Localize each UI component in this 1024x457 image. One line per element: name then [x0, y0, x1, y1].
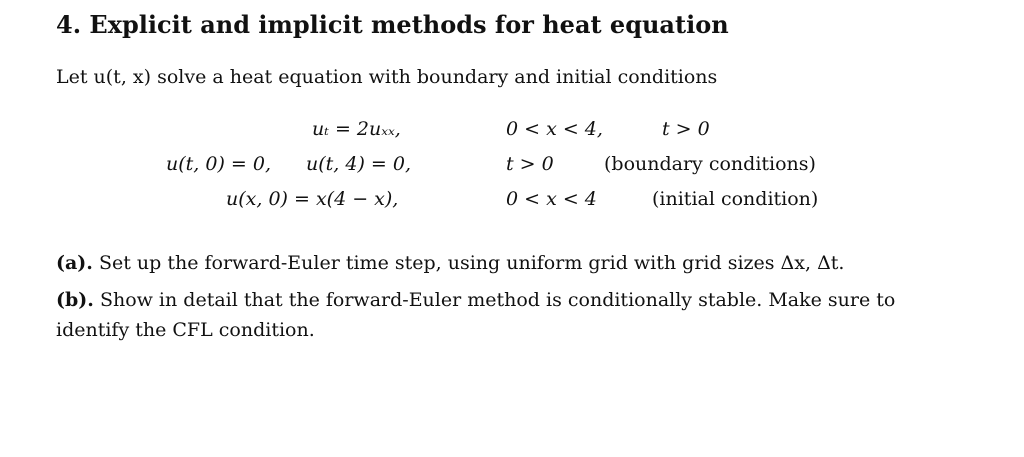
part-b-label: (b).	[56, 289, 94, 311]
problem-intro: Let u(t, x) solve a heat equation with boundary and initial conditions	[56, 66, 718, 88]
part-a-text: Set up the forward-Euler time step, using uniform grid with grid sizes Δx, Δt.	[98, 252, 845, 274]
pde-domain: 0 < x < 4,	[506, 118, 603, 140]
part-b	[56, 285, 956, 345]
equation-row-initial	[0, 188, 1024, 218]
equation-row-pde	[0, 118, 1024, 148]
boundary-note: (boundary conditions)	[604, 153, 816, 175]
part-b-text: Show in detail that the forward-Euler method is conditionally stable. Make sure to identify the CFL condition.	[56, 289, 896, 341]
problem-title: 4. Explicit and implicit methods for heat equation	[56, 10, 729, 39]
boundary-time: t > 0	[506, 153, 554, 175]
pde-equation: uₜ = 2uₓₓ,	[312, 118, 401, 140]
boundary-right: u(t, 4) = 0,	[306, 153, 411, 175]
boundary-left: u(t, 0) = 0,	[166, 153, 271, 175]
initial-note: (initial condition)	[652, 188, 819, 210]
initial-domain: 0 < x < 4	[506, 188, 597, 210]
initial-condition-equation: u(x, 0) = x(4 − x),	[226, 188, 399, 210]
equation-row-boundary	[0, 153, 1024, 183]
part-a	[56, 248, 956, 278]
part-a-label: (a).	[56, 252, 93, 274]
pde-time-condition: t > 0	[662, 118, 710, 140]
